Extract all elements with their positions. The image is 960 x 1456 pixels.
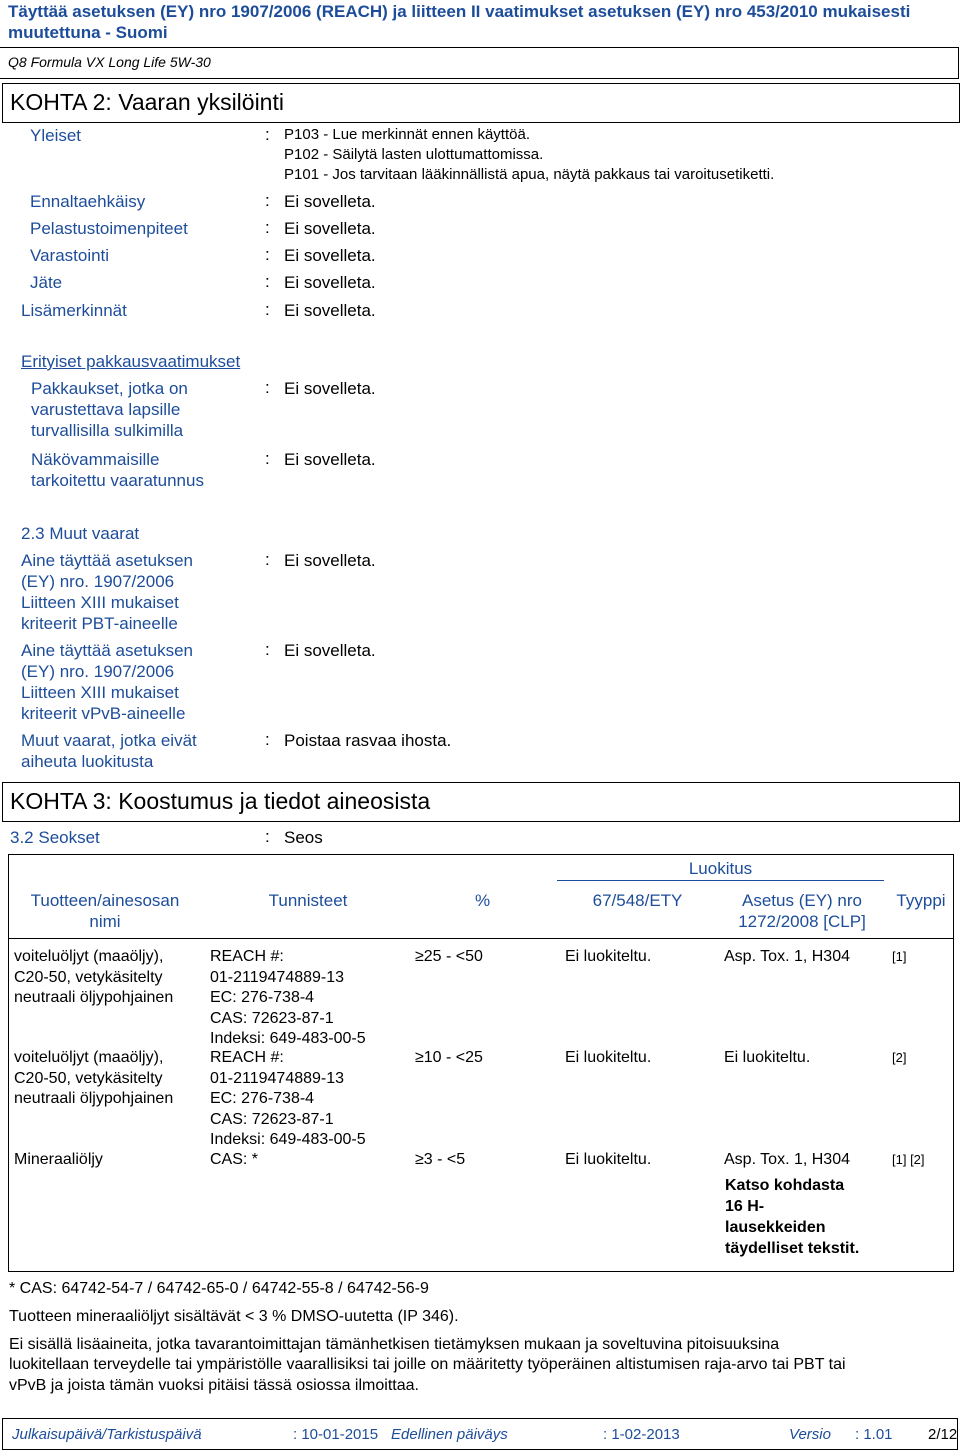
col-header-identifiers: Tunnisteet	[268, 891, 348, 910]
col-header-percent: %	[474, 891, 491, 910]
ingredient-identifier: CAS: *	[210, 1151, 259, 1168]
ingredient-identifier: REACH #:	[210, 1049, 284, 1066]
hazard-row-value: Ei sovelleta.	[284, 246, 376, 265]
col-header-directive: 67/548/ETY	[592, 891, 683, 910]
ingredient-clp-class: Asp. Tox. 1, H304	[724, 1151, 850, 1168]
precaution-line: P102 - Säilytä lasten ulottumattomissa.	[284, 146, 544, 163]
ingredient-name: voiteluöljyt (maaöljy),	[14, 948, 164, 965]
other-hazard-label: Aine täyttää asetuksen	[21, 641, 194, 660]
hazard-row-label: Varastointi	[30, 246, 110, 265]
footer-version-label: Versio	[789, 1426, 831, 1443]
footer-version-value: : 1.01	[855, 1426, 893, 1443]
document-title-line2: muutettuna - Suomi	[8, 23, 168, 42]
footnote-line: * CAS: 64742-54-7 / 64742-65-0 / 64742-55-8 / 64742-56-9	[9, 1280, 429, 1297]
ingredient-identifier: EC: 276-738-4	[210, 1090, 315, 1107]
other-hazard-label: Aine täyttää asetuksen	[21, 551, 194, 570]
ingredient-name: neutraali öljypohjainen	[14, 1090, 174, 1107]
classification-group-header: Luokitus	[688, 859, 753, 878]
hazard-row-value: Ei sovelleta.	[284, 219, 376, 238]
footer-prev-value: : 1-02-2013	[603, 1426, 680, 1443]
precaution-line: P101 - Jos tarvitaan lääkinnällistä apua, näytä pakkaus tai varoitusetiketti.	[284, 166, 775, 183]
footnote-line: Ei sisällä lisäaineita, jotka tavarantoimittajan tämänhetkisen tietämyksen mukaan ja soveltuvina pitoisuuksina	[9, 1336, 780, 1353]
hazard-row-colon: :	[265, 191, 270, 210]
mixture-value: Seos	[284, 828, 323, 847]
footer-prev-label: Edellinen päiväys	[391, 1426, 508, 1443]
ingredient-identifier: REACH #:	[210, 948, 284, 965]
section2-title: KOHTA 2: Vaaran yksilöinti	[10, 89, 284, 115]
other-hazard-label: aiheuta luokitusta	[21, 752, 154, 771]
clp-note-line: Katso kohdasta	[725, 1177, 845, 1194]
special-requirement-value: Ei sovelleta.	[284, 379, 376, 398]
ingredient-clp-class: Asp. Tox. 1, H304	[724, 948, 850, 965]
ingredient-identifier: CAS: 72623-87-1	[210, 1009, 334, 1027]
other-hazard-label: Liitteen XIII mukaiset	[21, 683, 179, 702]
ingredient-name: C20-50, vetykäsitelty	[14, 1069, 163, 1087]
col-header-name-2: nimi	[89, 912, 121, 931]
footer-bar	[2, 1418, 958, 1450]
hazard-row-colon: :	[265, 300, 270, 319]
mixture-colon: :	[265, 827, 270, 846]
section3-header	[2, 782, 960, 822]
ingredient-percent: ≥10 - <25	[415, 1049, 483, 1066]
clp-note-line: lausekkeiden	[725, 1219, 826, 1236]
other-hazard-label: Liitteen XIII mukaiset	[21, 593, 179, 612]
ingredient-name: Mineraaliöljy	[14, 1151, 103, 1168]
product-name-box	[0, 47, 959, 79]
col-header-type: Tyyppi	[896, 891, 946, 910]
col-header-name-1: Tuotteen/ainesosan	[30, 891, 180, 910]
ingredient-percent: ≥3 - <5	[415, 1151, 466, 1168]
other-hazard-label: (EY) nro. 1907/2006	[21, 662, 175, 681]
hazard-row-label: Ennaltaehkäisy	[30, 192, 146, 211]
hazard-row-colon: :	[265, 245, 270, 264]
classification-underline	[557, 880, 884, 881]
precaution-line: P103 - Lue merkinnät ennen käyttöä.	[284, 126, 530, 143]
col-header-clp-2: 1272/2008 [CLP]	[738, 912, 866, 931]
other-hazard-colon: :	[265, 640, 270, 659]
special-requirement-label: turvallisilla sulkimilla	[31, 421, 184, 440]
footnote-line: Tuotteen mineraaliöljyt sisältävät < 3 % DMSO-uutetta (IP 346).	[9, 1308, 459, 1325]
table-header-divider	[8, 938, 953, 939]
product-name: Q8 Formula VX Long Life 5W-30	[8, 54, 211, 70]
special-requirement-value: Ei sovelleta.	[284, 450, 376, 469]
hazard-row-value: Ei sovelleta.	[284, 192, 376, 211]
other-hazards-title: 2.3 Muut vaarat	[21, 524, 140, 543]
hazard-row-label: Jäte	[30, 273, 63, 292]
hazard-row-colon: :	[265, 218, 270, 237]
ingredient-identifier: EC: 276-738-4	[210, 989, 315, 1006]
ingredient-clp-class: Ei luokiteltu.	[724, 1049, 811, 1066]
ingredient-name: neutraali öljypohjainen	[14, 989, 174, 1006]
hazard-row-value: Ei sovelleta.	[284, 301, 376, 320]
ingredient-type: [1]	[892, 949, 907, 964]
other-hazard-label: kriteerit vPvB-aineelle	[21, 704, 186, 723]
hazard-row-label: Yleiset	[30, 126, 82, 145]
ingredient-name: voiteluöljyt (maaöljy),	[14, 1049, 164, 1066]
ingredient-directive-class: Ei luokiteltu.	[565, 948, 652, 965]
col-header-clp-1: Asetus (EY) nro	[742, 891, 862, 910]
special-requirement-label: Pakkaukset, jotka on	[31, 379, 188, 398]
clp-note-line: 16 H-	[725, 1198, 765, 1215]
section3-title: KOHTA 3: Koostumus ja tiedot aineosista	[10, 788, 431, 814]
special-requirement-colon: :	[265, 449, 270, 468]
hazard-row-label: Lisämerkinnät	[21, 301, 127, 320]
special-requirement-label: varustettava lapsille	[31, 400, 181, 419]
ingredient-identifier: 01-2119474889-13	[210, 968, 345, 986]
special-requirement-label: Näkövammaisille	[31, 450, 160, 469]
clp-note-line: täydelliset tekstit.	[725, 1240, 860, 1257]
other-hazard-label: (EY) nro. 1907/2006	[21, 572, 175, 591]
special-requirements-title: Erityiset pakkausvaatimukset	[21, 352, 241, 371]
other-hazard-value: Ei sovelleta.	[284, 551, 376, 570]
document-title-line1: Täyttää asetuksen (EY) nro 1907/2006 (REACH) ja liitteen II vaatimukset asetuksen (EY) nro 453/2010 mukaisesti	[8, 2, 911, 21]
footer-page-number: 2/12	[928, 1426, 958, 1443]
ingredient-type: [1] [2]	[892, 1152, 925, 1167]
ingredient-identifier: Indeksi: 649-483-00-5	[210, 1030, 366, 1047]
ingredient-identifier: Indeksi: 649-483-00-5	[210, 1131, 366, 1148]
other-hazard-colon: :	[265, 550, 270, 569]
ingredient-name: C20-50, vetykäsitelty	[14, 968, 163, 986]
hazard-row-label: Pelastustoimenpiteet	[30, 219, 188, 238]
other-hazard-label: kriteerit PBT-aineelle	[21, 614, 178, 633]
ingredient-directive-class: Ei luokiteltu.	[565, 1049, 652, 1066]
section2-header	[2, 83, 960, 123]
ingredient-directive-class: Ei luokiteltu.	[565, 1151, 652, 1168]
ingredient-identifier: CAS: 72623-87-1	[210, 1110, 334, 1128]
footnote-line: luokitellaan terveydelle tai ympäristölle vaarallisiksi tai joille on määritetty työperäinen altistumisen raja-arvo tai PBT tai	[9, 1356, 846, 1373]
footer-issue-value: : 10-01-2015	[293, 1426, 379, 1443]
other-hazard-value: Ei sovelleta.	[284, 641, 376, 660]
other-hazard-label: Muut vaarat, jotka eivät	[21, 731, 197, 750]
footer-issue-label: Julkaisupäivä/Tarkistuspäivä	[12, 1426, 202, 1443]
ingredient-identifier: 01-2119474889-13	[210, 1069, 345, 1087]
mixture-label: 3.2 Seokset	[10, 828, 100, 847]
hazard-row-colon: :	[265, 272, 270, 291]
special-requirement-colon: :	[265, 378, 270, 397]
hazard-row-value: Ei sovelleta.	[284, 273, 376, 292]
ingredient-percent: ≥25 - <50	[415, 948, 483, 965]
ingredient-type: [2]	[892, 1050, 907, 1065]
other-hazard-colon: :	[265, 730, 270, 749]
hazard-row-colon: :	[265, 125, 270, 144]
special-requirement-label: tarkoitettu vaaratunnus	[31, 471, 204, 490]
other-hazard-value: Poistaa rasvaa ihosta.	[284, 731, 452, 750]
footnote-line: vPvB ja joista tämän vuoksi pitäisi tässä osiossa ilmoittaa.	[9, 1377, 419, 1394]
